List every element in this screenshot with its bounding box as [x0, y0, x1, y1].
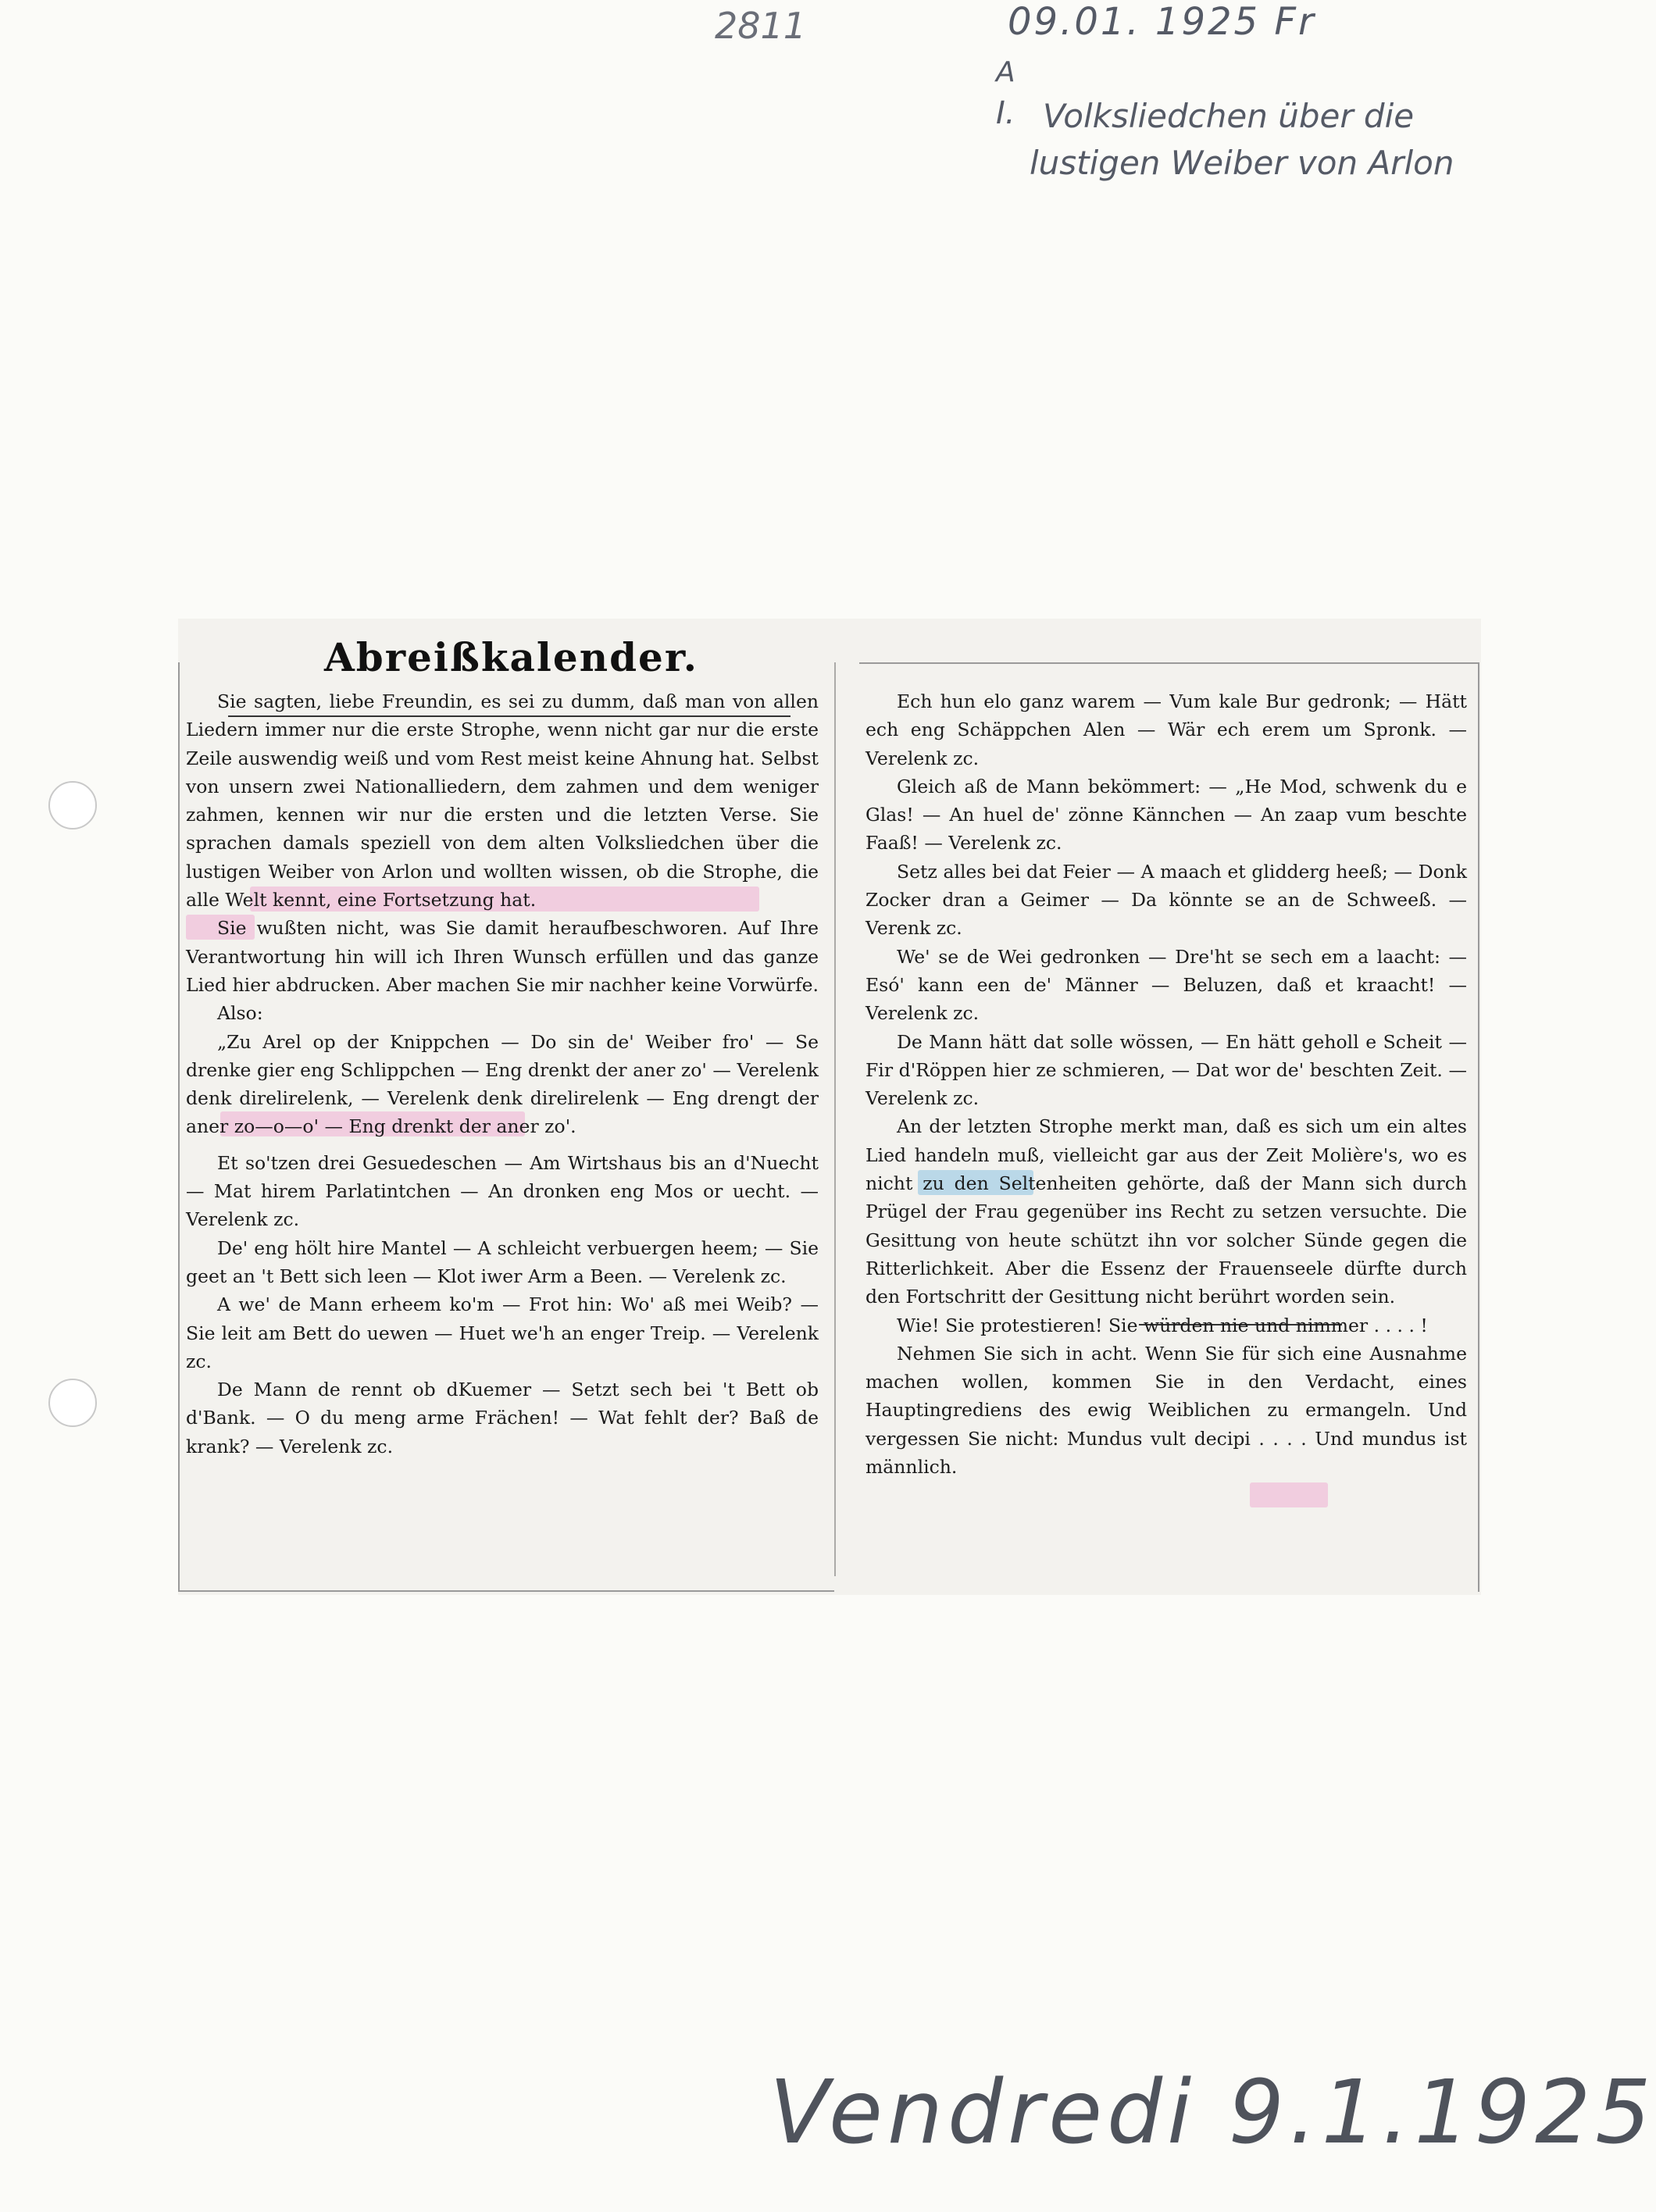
- paragraph: Also:: [217, 1002, 263, 1025]
- paragraph: Nehmen Sie sich in acht. Wenn Sie für sich eine Ausnahme machen wollen, kommen Sie in den Verdacht, eines Hauptingrediens des ewig Weiblichen zu ermangeln. Und vergessen Sie nicht: Mundus vult decipi . . . . Und mundus ist männlich.: [865, 1342, 1467, 1479]
- highlight-ewig: [1250, 1482, 1328, 1507]
- paragraph: Sie wußten nicht, was Sie damit heraufbeschworen. Auf Ihre Verantwortung hin will ich Ihren Wunsch erfüllen und das ganze Lied hier abdrucken. Aber machen Sie mir nachher keine Vorwürfe.: [186, 917, 819, 996]
- archive-number: 2811: [715, 5, 807, 47]
- footer-date: Vendredi 9.1.1925: [769, 2062, 1656, 2164]
- song-verse: De' eng hölt hire Mantel — A schleicht verbuergen heem; — Sie geet an 't Bett sich leen — Klot iwer Arm a Been. — Verelenk zc.: [186, 1236, 819, 1287]
- paragraph: An der letzten Strophe merkt man, daß es sich um ein altes Lied handeln muß, vielleicht gar aus der Zeit Molière's, wo es nicht zu den Seltenheiten gehörte, daß der Mann sich durch Prügel der Frau gegenüber ins Recht zu setzen versuchte. Die Gesittung von heute schützt ihn vor solcher Sünde gegen die Ritterlichkeit. Aber die Essenz der Frauenseele dürfte durch den Fortschritt der Gesittung nicht berührt worden sein.: [865, 1115, 1467, 1308]
- punch-hole-top: [48, 781, 97, 830]
- topic-note-line1: Volksliedchen über die: [1043, 97, 1415, 135]
- clipping-edge-top: [859, 662, 1478, 664]
- marker-a: A: [996, 56, 1015, 88]
- article-title: Abreißkalender.: [324, 634, 699, 680]
- song-verse: We' se de Wei gedronken — Dre'ht se sech em a laacht: — Esó' kann een de' Männer — Beluzen, daß et kraacht! — Verelenk zc.: [865, 945, 1467, 1025]
- clipping-edge-bottom: [178, 1590, 834, 1592]
- article-column-left: [186, 687, 819, 1461]
- paragraph: Wie! Sie protestieren! Sie würden nie und nimmer . . . . !: [897, 1314, 1428, 1336]
- song-verse: Gleich aß de Mann bekömmert: — „He Mod, schwenk du e Glas! — An huel de' zönne Kännchen — An zaap vum beschte Faaß! — Verelenk zc.: [865, 775, 1467, 854]
- song-verse: Setz alles bei dat Feier — A maach et glidderg heeß; — Donk Zocker dran a Geimer — Da könnte se an de Schweeß. — Verenk zc.: [865, 860, 1467, 940]
- marker-i: I.: [996, 95, 1015, 131]
- date-note: 09.01. 1925 Fr: [1008, 0, 1316, 44]
- column-divider: [834, 662, 836, 1576]
- song-verse: A we' de Mann erheem ko'm — Frot hin: Wo' aß mei Weib? — Sie leit am Bett do uewen — Huet we'h an enger Treip. — Verelenk zc.: [186, 1293, 819, 1372]
- song-verse: Et so'tzen drei Gesuedeschen — Am Wirtshaus bis an d'Nuecht — Mat hirem Parlatintchen — An dronken eng Mos or uecht. — Verelenk zc.: [186, 1151, 819, 1231]
- clipping-edge-right: [1478, 662, 1479, 1592]
- article-column-right: [865, 687, 1467, 1481]
- clipping-edge-left: [178, 662, 180, 1592]
- song-verse: Ech hun elo ganz warem — Vum kale Bur gedronk; — Hätt ech eng Schäppchen Alen — Wär ech erem um Spronk. — Verelenk zc.: [865, 690, 1467, 769]
- punch-hole-bottom: [48, 1379, 97, 1427]
- paragraph: Sie sagten, liebe Freundin, es sei zu dumm, daß man von allen Liedern immer nur die erste Strophe, wenn nicht gar nur die erste Zeile auswendig weiß und vom Rest meist keine Ahnung hat. Selbst von unsern zwei Nationalliedern, dem zahmen und dem weniger zahmen, kennen wir nur die ersten und die letzten Verse. Sie sprachen damals speziell von dem alten Volksliedchen über die lustigen Weiber von Arlon und wollten wissen, ob die Strophe, die alle Welt kennt, eine Fortsetzung hat.: [186, 690, 819, 912]
- topic-note-line2: lustigen Weiber von Arlon: [1030, 144, 1454, 182]
- song-verse: De Mann de rennt ob dKuemer — Setzt sech bei 't Bett ob d'Bank. — O du meng arme Frächen! — Wat fehlt der? Baß de krank? — Verelenk zc.: [186, 1379, 819, 1457]
- song-verse: De Mann hätt dat solle wössen, — En hätt geholl e Scheit — Fir d'Röppen hier ze schmieren, — Dat wor de' beschten Zeit. — Verelenk zc.: [865, 1030, 1467, 1110]
- song-verse: „Zu Arel op der Knippchen — Do sin de' Weiber fro' — Se drenke gier eng Schlippchen — Eng drenkt der aner zo' — Verelenk denk direlirelenk, — Verelenk denk direlirelenk — Eng drengt der aner zo—o—o' — Eng drenkt der aner zo'.: [186, 1030, 819, 1138]
